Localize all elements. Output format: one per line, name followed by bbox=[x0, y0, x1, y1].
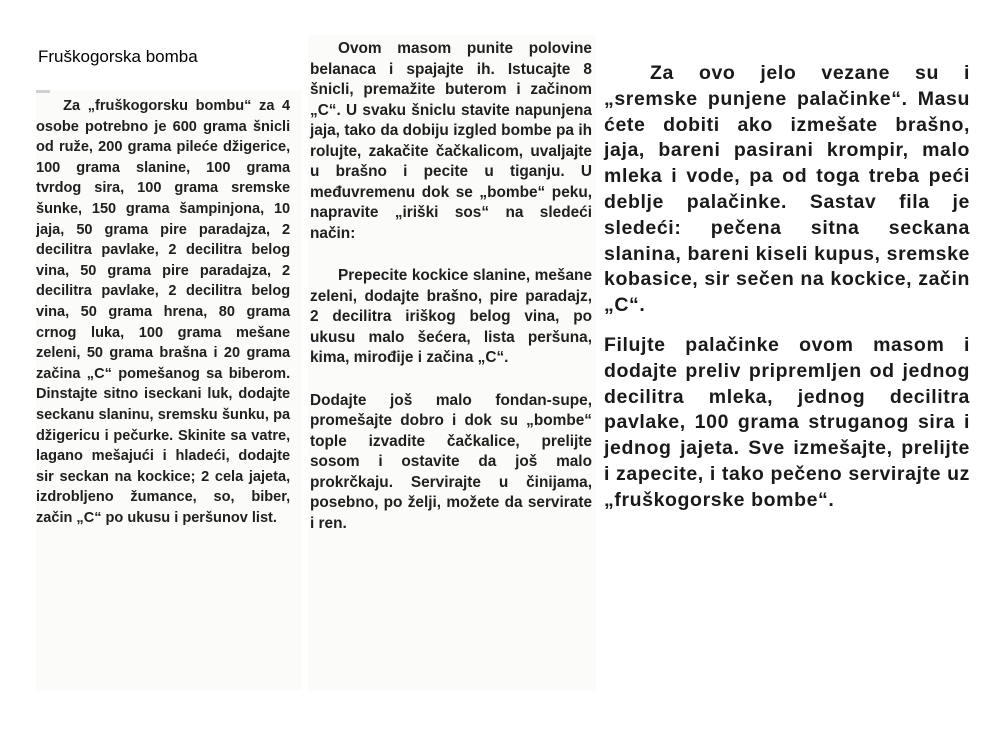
column-3-paragraph-1-text: Za ovo jelo vezane su i „sremske punjene palačinke“. Masu ćete dobiti ako izmešate brašno, jaja, bareni pasirani krompir, malo mleka i vode, pa od toga treba peći deblje palačinke. Sastav fila je sledeći: pečena sitna seckana slanina, bareni kiseli kupus, sremske kobasice, sir sečen na kockice, začin „C“. bbox=[604, 62, 970, 317]
recipe-title: Fruškogorska bomba bbox=[38, 47, 198, 66]
column-2-paragraph-1 bbox=[310, 39, 592, 244]
newspaper-column-3 bbox=[600, 55, 975, 655]
column-2-text bbox=[310, 39, 592, 534]
newspaper-column-1 bbox=[36, 90, 302, 690]
column-2-paragraph-3-text: Dodajte još malo fondan-supe, promešajte dobro i dok su „bombe“ tople izvadite čačkalice, prelijte sosom i ostavite da još malo prokrčkaju. Servirajte u činijama, posebno, po želji, možete da servirate i ren. bbox=[310, 391, 592, 532]
newspaper-column-2 bbox=[308, 35, 596, 690]
column-2-paragraph-3 bbox=[310, 391, 592, 535]
column-3-paragraph-2-text: Filujte palačinke ovom masom i dodajte preliv pripremljen od jednog decilitra mleka, jednog decilitra pavlake, 100 grama struganog sira i jednog jajeta. Sve izmešajte, prelijte i zapecite, i tako pečeno servirajte uz „fruškogorske bombe“. bbox=[604, 333, 970, 511]
column-1-paragraph-1 bbox=[36, 96, 290, 528]
paragraph-spacer bbox=[310, 369, 592, 391]
column-1-paragraph-1-text: Za „fruškogorsku bombu“ za 4 osobe potrebno je 600 grama šnicli od ruže, 200 grama pileće džigerice, 100 grama slanine, 100 grama tvrdog sira, 100 grama sremske šunke, 150 grama šampinjona, 10 jaja, 50 grama pire paradajza, 2 decilitra pavlake, 2 decilitra belog vina, 50 grama pire paradajza, 2 decilitra pavlake, 2 decilitra belog vina, 50 grama hrena, 80 grama crnog luka, 100 grama mešane zeleni, 50 grama brašna i 20 grama začina „C“ pomešanog sa biberom. Dinstajte sitno iseckani luk, dodajte seckanu slaninu, sremsku šunku, pa džigericu i pečurke. Skinite sa vatre, lagano mešajući i hladeći, dodajte sir seckan na kockice; 2 cela jajeta, izdrobljeno žumance, so, biber, začin „C“ po ukusu i peršunov list. bbox=[36, 97, 291, 526]
column-2-paragraph-1-text: Ovom masom punite polovine belanaca i spajajte ih. Istucajte 8 šnicli, premažite buterom i začinom „C“. U svaku šniclu stavite napunjena jaja, tako da dobiju izgled bombe pa ih rolujte, zakačite čačkalicom, uvaljajte u brašno i pecite u tiganju. U međuvremenu dok se „bombe“ peku, napravite „iriški sos“ na sledeći način: bbox=[310, 40, 592, 242]
column-3-text bbox=[604, 61, 970, 514]
column-3-paragraph-1 bbox=[604, 61, 970, 319]
column-2-paragraph-2-text: Prepecite kockice slanine, mešane zeleni, dodajte brašno, pire paradajz, 2 decilitra iriškog belog vina, po ukusu malo šećera, lista peršuna, kima, mirođije i začina „C“. bbox=[310, 267, 592, 366]
column-1-text bbox=[36, 96, 290, 528]
column-2-paragraph-2 bbox=[310, 266, 592, 369]
column-3-paragraph-2 bbox=[604, 333, 970, 514]
paragraph-spacer bbox=[604, 319, 970, 333]
scan-mark bbox=[36, 90, 50, 93]
paragraph-spacer bbox=[310, 244, 592, 266]
